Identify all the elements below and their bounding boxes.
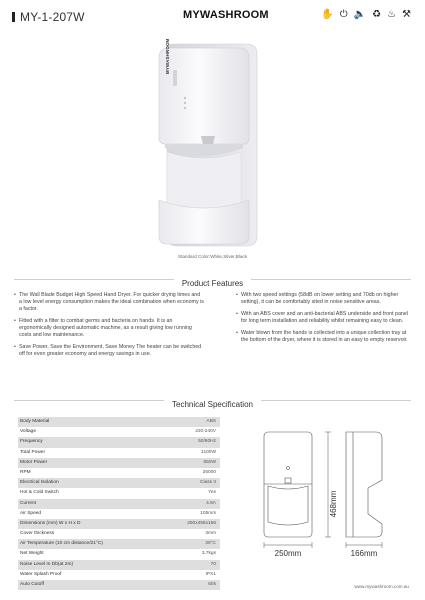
height-dimension: 468mm xyxy=(329,490,338,518)
spec-label: Water Splash Proof xyxy=(20,571,62,577)
spec-label: Electrical Isolation xyxy=(20,480,59,486)
spec-row xyxy=(18,488,220,498)
feature-item: • The Wall Blade Budget High Speed Hand Dryer. For quicker drying times and a low level energy consumption makes the ideal combination when economy is a factor. xyxy=(14,292,204,313)
features-header xyxy=(0,272,425,286)
spec-label: Air Speed xyxy=(20,510,42,516)
spec-value: 550W xyxy=(203,459,216,465)
spec-row xyxy=(18,458,220,468)
spec-label: Cover thickness xyxy=(20,531,55,537)
spec-row xyxy=(18,509,220,519)
color-note: Standard Color:White,Silver,Black xyxy=(178,254,247,259)
spec-value: Yes xyxy=(208,490,216,496)
spec-row xyxy=(18,478,220,488)
spec-row xyxy=(18,448,220,458)
spec-value: Class II xyxy=(200,480,216,486)
spec-label: Frequency xyxy=(20,439,43,445)
spec-label: Air Temperature (10 cm distance/21°C) xyxy=(20,541,103,547)
spec-value: 50/60Hz xyxy=(198,439,216,445)
feature-icons xyxy=(321,9,411,21)
spec-label: Voltage xyxy=(20,429,37,435)
panel-brand-label: MYWASHROOM xyxy=(165,38,170,74)
spec-value: IPX1 xyxy=(205,571,216,577)
side-view xyxy=(346,432,382,537)
spec-label: Auto Cutoff xyxy=(20,582,44,587)
model-marker xyxy=(12,12,15,22)
feature-item: • Fitted with a filter to combat germs and bacteria on hands. It is an ergonomically designed automatic machine, as a result giving low running costs and low maintenance. xyxy=(14,318,204,339)
spec-label: Noise Level In Db(at 2m) xyxy=(20,561,74,567)
hammer-icon: ⚒ xyxy=(402,9,411,20)
spec-row xyxy=(18,427,220,437)
spec-label: RPM xyxy=(20,469,31,475)
feature-item: • With an ABS cover and an anti-bacterial ABS underside and front panel for long term installation and reliability whilst remaining easy to clean. xyxy=(236,311,411,325)
model-number xyxy=(12,10,85,24)
spec-value: 105m/s xyxy=(200,510,216,516)
spec-value: 60s xyxy=(208,582,216,587)
spec-row xyxy=(18,499,220,509)
eco-icon: ♻ xyxy=(372,9,382,20)
spec-value: 1100W xyxy=(201,449,216,455)
spec-row xyxy=(18,437,220,447)
spec-row xyxy=(18,570,220,580)
spec-label: Current xyxy=(20,500,36,506)
dimension-drawing xyxy=(258,430,418,560)
front-view xyxy=(264,432,312,537)
feature-item: • Water blown from the hands is collected into a unique collection tray at the bottom of the dryer, where it is stored in an easy to empty reservoir. xyxy=(236,330,411,344)
spec-row xyxy=(18,519,220,529)
features-title: Product Features xyxy=(174,279,251,288)
spec-label: Hot & Cold Switch xyxy=(20,490,59,496)
spec-label: Net Weight xyxy=(20,551,44,557)
spec-row xyxy=(18,549,220,559)
features-right-column xyxy=(236,292,411,349)
spec-row xyxy=(18,468,220,478)
spec-row xyxy=(18,417,220,427)
spec-row xyxy=(18,560,220,570)
model-text: MY-1-207W xyxy=(20,10,85,24)
spec-value: 220-240V xyxy=(195,429,216,435)
page-header xyxy=(0,0,425,28)
spec-label: Dimensions (mm) W x H x D xyxy=(20,520,81,526)
spec-value: 3mm xyxy=(205,531,216,537)
feature-item: • Save Power, Save the Environment, Save Money The heater can be switched off for even greater economy and energy savings in use. xyxy=(14,344,204,358)
spec-value: 26000 xyxy=(202,469,216,475)
specs-header xyxy=(0,393,425,407)
spec-row xyxy=(18,529,220,539)
spec-label: Motor Power xyxy=(20,459,48,465)
spec-table xyxy=(18,417,220,590)
spec-row xyxy=(18,580,220,590)
feature-item: • With two speed settings (58dB on lower setting and 70db on higher setting), it can be comfortably sited in noise sensitive areas. xyxy=(236,292,411,306)
spec-value: 4.8A xyxy=(206,500,216,506)
spec-row xyxy=(18,539,220,549)
footer-url: www.mywashroom.com.au xyxy=(354,584,409,589)
dry-icon: ♨ xyxy=(387,9,397,20)
hand-dryer-icon: ✋ xyxy=(321,9,334,20)
spec-value: 3.7kgs xyxy=(201,551,216,557)
spec-label: Total Power xyxy=(20,449,46,455)
spec-label: Body Material xyxy=(20,419,50,424)
spec-value: 250x468x166 xyxy=(187,520,216,526)
width-dimension: 250mm xyxy=(274,549,302,558)
spec-value: 39°C xyxy=(205,541,216,547)
features-left-column xyxy=(14,292,204,363)
spec-value: ABS xyxy=(206,419,216,424)
depth-dimension: 166mm xyxy=(350,549,378,558)
brand-logo: MYWASHROOM xyxy=(183,9,269,21)
power-icon: ⏻ xyxy=(339,9,348,20)
spec-value: 70 xyxy=(210,561,216,567)
sound-icon: 🔈 xyxy=(353,9,367,20)
specs-title: Technical Specification xyxy=(164,400,261,409)
